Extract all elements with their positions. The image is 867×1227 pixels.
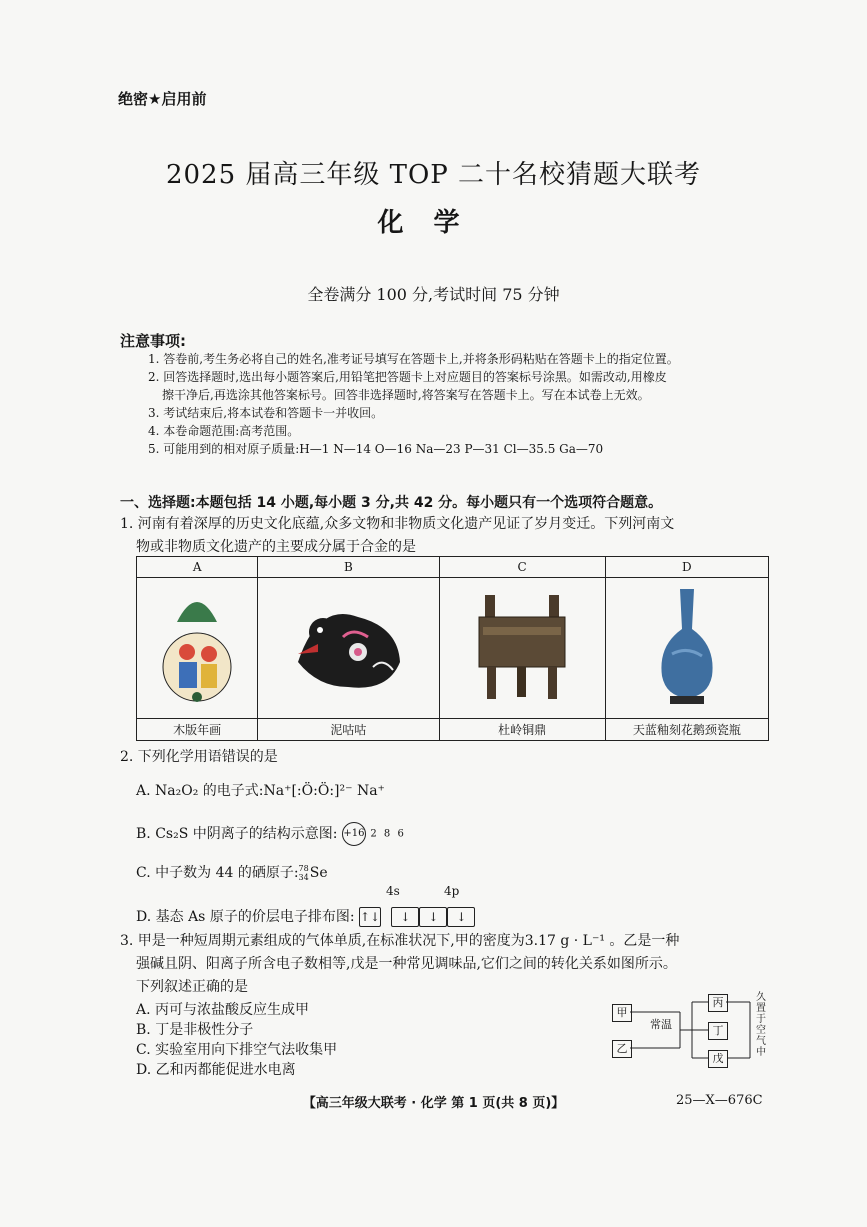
node-bing: 丙: [708, 994, 728, 1012]
q3-line: 强碱且阴、阳离子所含电子数相等,戊是一种常见调味品,它们之间的转化关系如图所示。: [136, 956, 677, 972]
option-d-caption: 天蓝釉刻花鹅颈瓷瓶: [605, 719, 768, 741]
atomic-number: 34: [298, 873, 309, 882]
note-item: 2. 回答选择题时,选出每小题答案后,用铅笔把答题卡上对应题目的答案标号涂黑。如需改动,用橡皮: [148, 370, 667, 384]
q3-options: [136, 1000, 337, 1080]
orbital-box: ↓: [391, 907, 419, 927]
q3-option-c: C. 实验室用向下排空气法收集甲: [136, 1042, 338, 1058]
option-a-caption: 木版年画: [137, 719, 258, 741]
element-symbol: Se: [309, 865, 328, 881]
clay-whistle-image: [258, 578, 439, 719]
q1-options-table: [136, 556, 769, 741]
note-item: 3. 考试结束后,将本试卷和答题卡一并收回。: [148, 406, 384, 420]
q2-option-c-text: C. 中子数为 44 的硒原子:: [136, 865, 299, 881]
q2-option-b: [136, 822, 406, 846]
q2-option-c: [136, 862, 328, 882]
confidential-mark: 绝密★启用前: [118, 90, 207, 108]
mass-number: 78: [298, 864, 309, 873]
note-item: 5. 可能用到的相对原子质量:H—1 N—14 O—16 Na—23 P—31 Cl—35.5 Ga—70: [148, 442, 604, 456]
orbital-box: ↑↓: [359, 907, 381, 927]
note-item: 擦干净后,再选涂其他答案标号。回答非选择题时,将答案写在答题卡上。写在本试卷上无效。: [162, 388, 650, 402]
notes-heading: 注意事项:: [120, 332, 186, 350]
label-4s: 4s: [386, 884, 400, 898]
page-footer: 【高三年级大联考 · 化学 第 1 页(共 8 页)】: [302, 1096, 565, 1111]
exam-title: 2025 届高三年级 TOP 二十名校猜题大联考: [165, 160, 702, 190]
option-b-header: B: [258, 557, 439, 578]
label-4p: 4p: [444, 884, 460, 898]
question-1-stem: [120, 513, 780, 559]
option-d-header: D: [605, 557, 768, 578]
score-time-info: 全卷满分 100 分,考试时间 75 分钟: [307, 285, 560, 304]
q3-option-a: A. 丙可与浓盐酸反应生成甲: [136, 1002, 310, 1018]
orbital-box: ↓: [447, 907, 475, 927]
condition-label: 常温: [650, 1018, 672, 1031]
q2-option-b-text: B. Cs₂S 中阴离子的结构示意图:: [136, 826, 338, 842]
nucleus-circle: +16: [342, 822, 366, 846]
q2-option-a: A. Na₂O₂ 的电子式:Na⁺[:Ö:Ö:]²⁻ Na⁺: [136, 783, 385, 799]
q3-line: 3. 甲是一种短周期元素组成的气体单质,在标准状况下,甲的密度为3.17 g · L⁻¹ 。乙是一种: [120, 933, 680, 949]
subject-title: 化学: [377, 208, 490, 238]
q3-option-b: B. 丁是非极性分子: [136, 1022, 254, 1038]
woodblock-print-image: [137, 578, 258, 719]
option-b-caption: 泥咕咕: [258, 719, 439, 741]
node-wu: 戊: [708, 1050, 728, 1068]
question-3-stem: [120, 930, 788, 999]
orbital-box: ↓: [419, 907, 447, 927]
side-condition-label: 久置于空气中: [756, 992, 766, 1058]
notes-list: [148, 350, 788, 458]
option-c-header: C: [439, 557, 605, 578]
q1-line: 1. 河南有着深厚的历史文化底蕴,众多文物和非物质文化遗产见证了岁月变迁。下列河南文: [120, 516, 675, 532]
section-heading: 一、选择题:本题包括 14 小题,每小题 3 分,共 42 分。每小题只有一个选项符合题意。: [120, 495, 663, 511]
q3-conversion-diagram: [600, 990, 790, 1070]
node-yi: 乙: [612, 1040, 632, 1058]
option-a-header: A: [137, 557, 258, 578]
node-jia: 甲: [612, 1004, 632, 1022]
q2-option-d-text: D. 基态 As 原子的价层电子排布图:: [136, 909, 355, 925]
q1-line: 物或非物质文化遗产的主要成分属于合金的是: [136, 539, 416, 555]
question-2-stem: 2. 下列化学用语错误的是: [120, 749, 278, 765]
q3-option-d: D. 乙和丙都能促进水电离: [136, 1062, 296, 1078]
q2-option-d: [136, 906, 475, 927]
porcelain-vase-image: [605, 578, 768, 719]
electron-shells: 2 8 6: [370, 828, 406, 840]
note-item: 1. 答卷前,考生务必将自己的姓名,准考证号填写在答题卡上,并将条形码粘贴在答题卡上的指定位置。: [148, 352, 679, 366]
bronze-ding-image: [439, 578, 605, 719]
exam-code: 25—X—676C: [676, 1093, 763, 1108]
option-c-caption: 杜岭铜鼎: [439, 719, 605, 741]
q3-line: 下列叙述正确的是: [136, 979, 248, 995]
node-ding: 丁: [708, 1022, 728, 1040]
note-item: 4. 本卷命题范围:高考范围。: [148, 424, 300, 438]
